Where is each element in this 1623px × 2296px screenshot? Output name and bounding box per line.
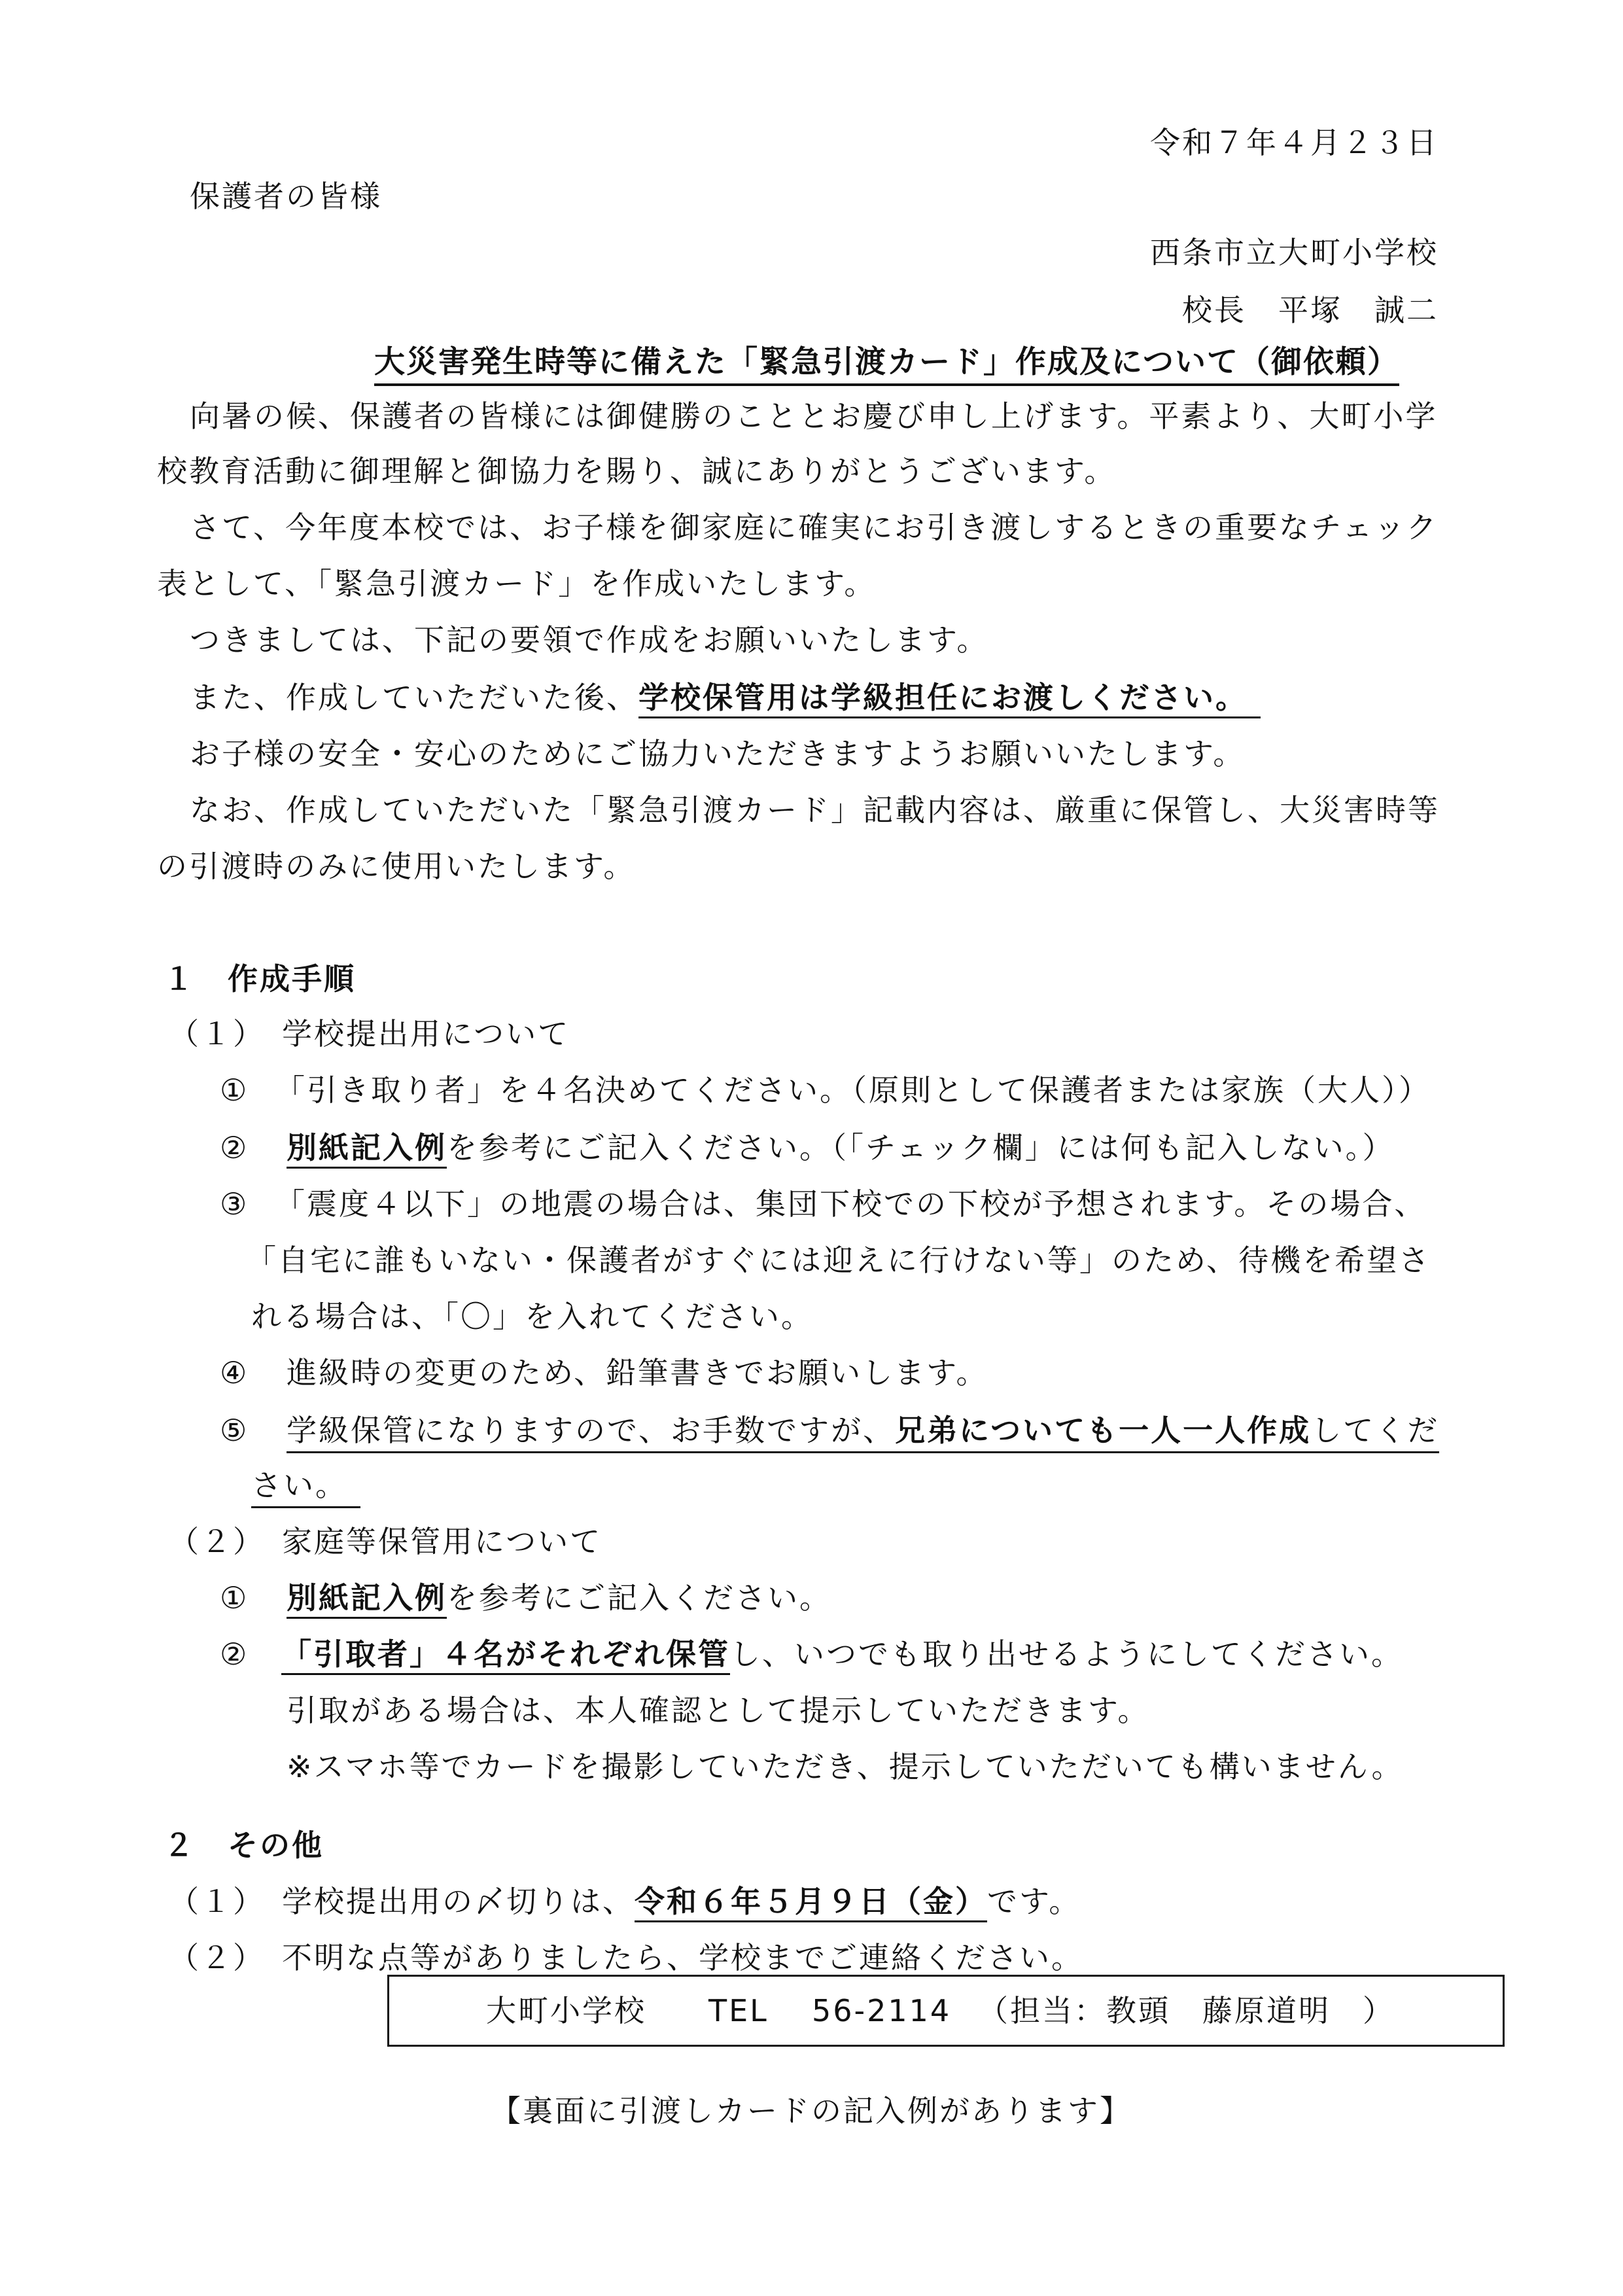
intro-p3: つきましては、下記の要領で作成をお願いいたします。 xyxy=(190,622,989,658)
section2-item2: （２） 不明な点等がありましたら、学校までご連絡ください。 xyxy=(169,1940,1083,1975)
sub2-item2-number: ② xyxy=(220,1636,249,1672)
intro-p5: お子様の安全・安心のためにご協力いただきますようお願いいたします。 xyxy=(190,736,1246,771)
sub1-item1-text: 「引き取り者」を４名決めてください。（原則として保護者または家族（大人）） xyxy=(275,1072,1431,1108)
section2-item1 xyxy=(169,1882,1081,1921)
intro-p4-emphasis: 学校保管用は学級担任にお渡しください。 xyxy=(638,680,1261,718)
intro-p2-line2: 表として、「緊急引渡カード」を作成いたします。 xyxy=(157,566,877,601)
sub1-item5-line1 xyxy=(287,1411,1439,1453)
recipient: 保護者の皆様 xyxy=(190,179,382,214)
sub2-item1 xyxy=(287,1578,831,1617)
sub1-item3-line2: 「自宅に誰もいない・保護者がすぐには迎えに行けない等」のため、待機を希望さ xyxy=(246,1243,1431,1278)
sub1-item3-line3: れる場合は、「〇」を入れてください。 xyxy=(251,1299,813,1334)
sub2-item1-emphasis: 別紙記入例 xyxy=(287,1580,447,1619)
sub1-item3-number: ③ xyxy=(220,1186,249,1222)
sub1-item2-text: を参考にご記入ください。（「チェック欄」には何も記入しない。） xyxy=(447,1130,1395,1165)
section1-sub1-heading: （１） 学校提出用について xyxy=(169,1016,570,1051)
sender-principal: 校長 平塚 誠二 xyxy=(1182,292,1439,328)
sub2-note2: ※スマホ等でカードを撮影していただき、提示していただいても構いません。 xyxy=(287,1749,1404,1784)
intro-p6-line2: の引渡時のみに使用いたします。 xyxy=(157,849,636,884)
section2-item1-tail: です。 xyxy=(987,1884,1081,1919)
intro-p4 xyxy=(190,678,1261,717)
sub1-item4-text: 進級時の変更のため、鉛筆書きでお願いします。 xyxy=(287,1355,988,1390)
sub1-item1-number: ① xyxy=(220,1072,249,1108)
sub2-item2-emphasis: 「引取者」４名がそれぞれ保管 xyxy=(281,1636,730,1675)
section1-sub2-heading: （２） 家庭等保管用について xyxy=(169,1524,602,1559)
intro-p1-line2: 校教育活動に御理解と御協力を賜り、誠にありがとうございます。 xyxy=(157,453,1117,489)
deadline-date: 令和６年５月９日（金） xyxy=(635,1884,987,1922)
sub2-item1-number: ① xyxy=(220,1580,249,1616)
sender-school: 西条市立大町小学校 xyxy=(1150,235,1439,270)
sub2-item2 xyxy=(281,1634,1403,1674)
section1-heading: １ 作成手順 xyxy=(164,961,356,997)
contact-person: （担当：教頭 藤原道明 ） xyxy=(978,1993,1395,2028)
sub1-item3-line1: 「震度４以下」の地震の場合は、集団下校での下校が予想されます。その場合、 xyxy=(275,1186,1427,1222)
contact-school: 大町小学校 xyxy=(486,1993,646,2028)
contact-box xyxy=(387,1975,1505,2047)
sub1-item5-number: ⑤ xyxy=(220,1413,249,1448)
sub1-item5-tail: してくだ xyxy=(1311,1413,1440,1448)
sub1-item5-text: 学級保管になりますので、お手数ですが、 xyxy=(287,1413,896,1448)
sub1-item2-number: ② xyxy=(220,1130,249,1165)
footer-note: 【裏面に引渡しカードの記入例があります】 xyxy=(491,2093,1132,2128)
sub2-item2-text: し、いつでも取り出せるようにしてください。 xyxy=(730,1636,1403,1672)
contact-tel-number: 56-2114 xyxy=(812,1993,952,2028)
intro-p2-line1: さて、今年度本校では、お子様を御家庭に確実にお引き渡しするときの重要なチェック xyxy=(190,510,1439,545)
sub1-item4-number: ④ xyxy=(220,1355,249,1390)
section2-item1-text: （１） 学校提出用の〆切りは、 xyxy=(169,1884,635,1919)
intro-p1-line1: 向暑の候、保護者の皆様には御健勝のこととお慶び申し上げます。平素より、大町小学 xyxy=(190,398,1438,434)
document-date: 令和７年４月２３日 xyxy=(1150,125,1439,160)
sub1-item5-emphasis: 兄弟についても一人一人作成 xyxy=(895,1413,1312,1448)
intro-p6-line1: なお、作成していただいた「緊急引渡カード」記載内容は、厳重に保管し、大災害時等 xyxy=(190,792,1440,828)
sub2-item1-text: を参考にご記入ください。 xyxy=(447,1580,831,1616)
sub1-item2 xyxy=(287,1128,1395,1167)
intro-p4-text: また、作成していただいた後、 xyxy=(190,680,638,715)
sub1-item5-line2: さい。 xyxy=(251,1466,360,1508)
sub1-item2-emphasis: 別紙記入例 xyxy=(287,1130,447,1169)
section2-heading: ２ その他 xyxy=(164,1828,324,1863)
contact-tel-label: TEL xyxy=(708,1993,769,2028)
sub2-note1: 引取がある場合は、本人確認として提示していただきます。 xyxy=(287,1693,1150,1728)
document-title: 大災害発生時等に備えた「緊急引渡カード」作成及について（御依頼） xyxy=(374,343,1399,386)
